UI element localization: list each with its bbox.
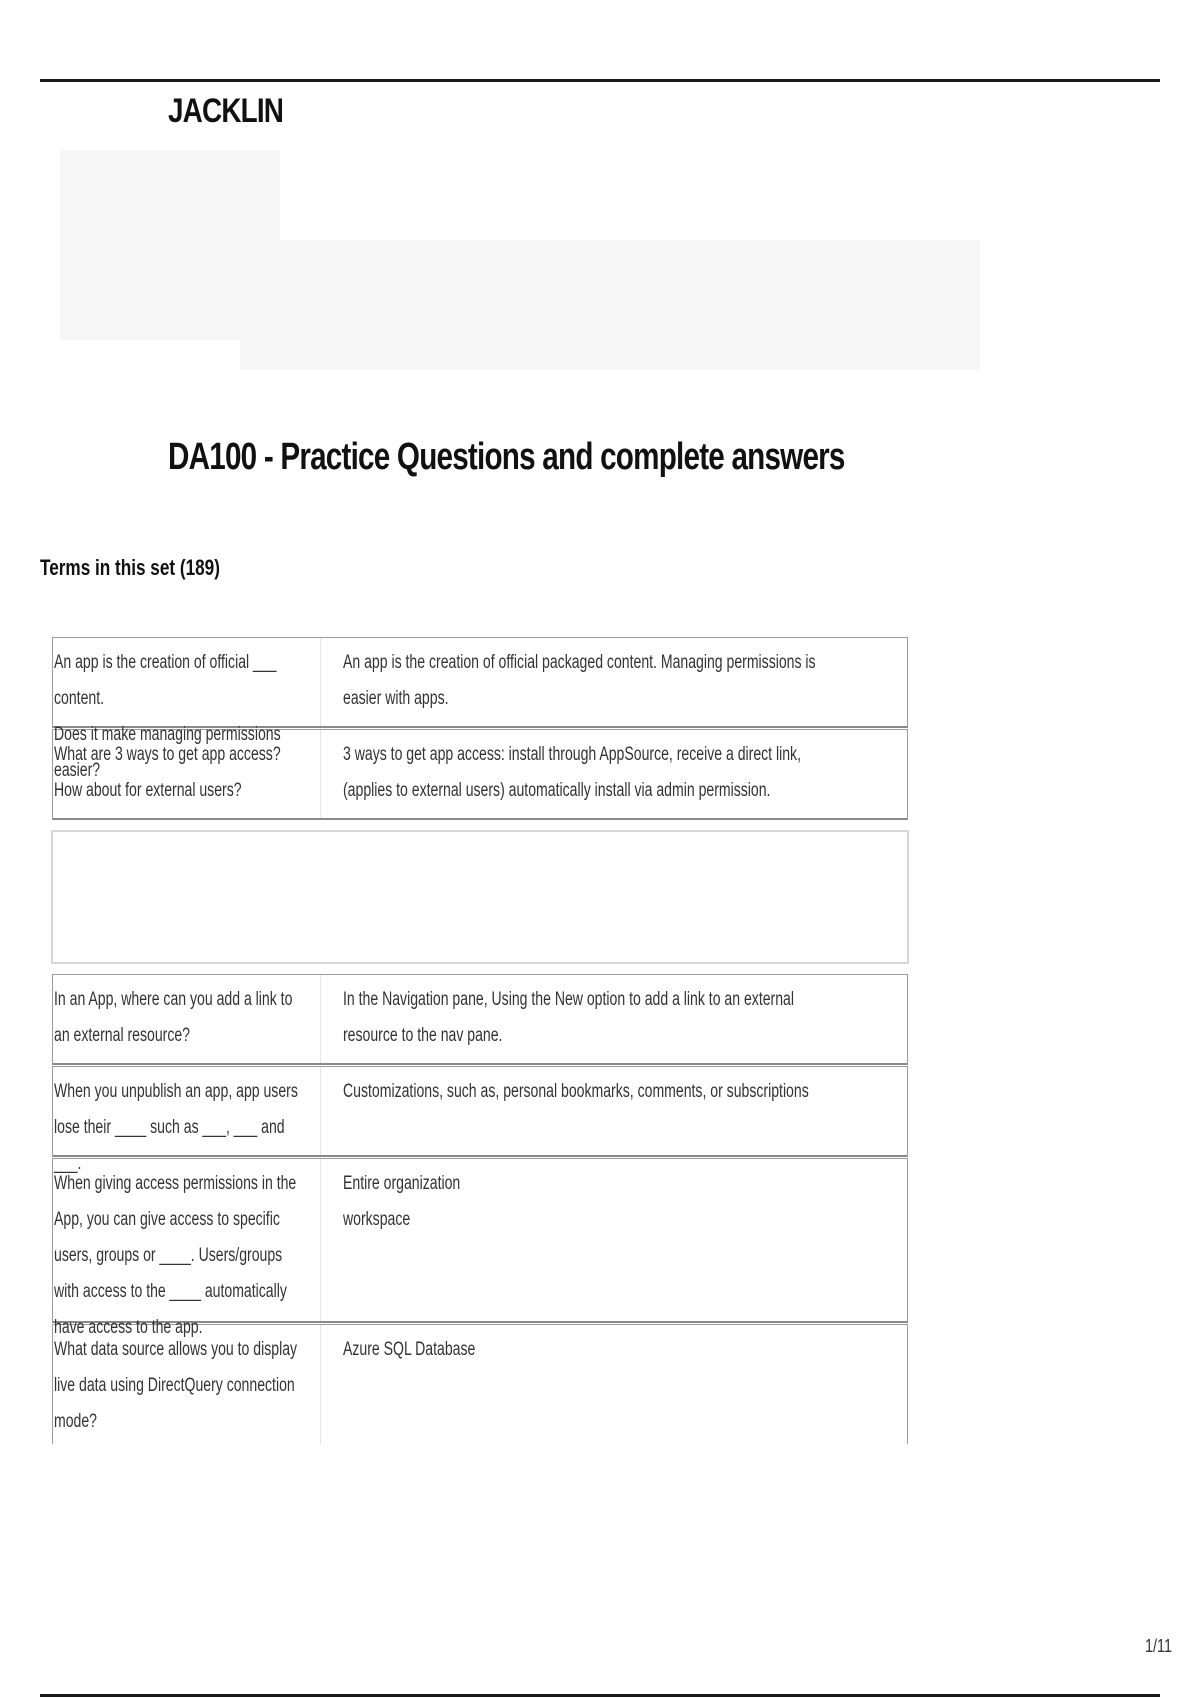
document-title: DA100 - Practice Questions and complete answers <box>168 436 845 478</box>
terms-heading: Terms in this set (189) <box>40 555 220 580</box>
card-definition <box>321 975 907 1063</box>
author-name: JACKLIN <box>168 92 284 130</box>
term-text: In an App, where can you add a link to an external resource? <box>54 989 293 1046</box>
watermark-shadow-band <box>240 240 980 370</box>
card-definition <box>321 730 907 818</box>
card-term <box>53 1159 321 1338</box>
page-number: 1/11 <box>1145 1636 1172 1656</box>
card-definition <box>321 1325 907 1444</box>
card-term <box>53 730 321 818</box>
flashcard <box>52 974 908 1065</box>
card-definition <box>321 638 907 726</box>
flashcard <box>52 1158 908 1338</box>
card-term <box>53 975 321 1063</box>
bottom-rule <box>40 1694 1160 1697</box>
definition-text: Azure SQL Database <box>343 1339 476 1360</box>
flashcard <box>52 1066 908 1174</box>
card-term <box>53 1325 321 1444</box>
term-text: What data source allows you to display live data using DirectQuery connection mode? <box>54 1339 298 1432</box>
definition-text: An app is the creation of official packaged content. Managing permissions is easier with apps. <box>343 652 816 709</box>
empty-card-placeholder <box>51 830 909 964</box>
card-definition <box>321 1159 907 1321</box>
card-definition <box>321 1067 907 1155</box>
term-text: When you unpublish an app, app users lose their ____ such as ___, ___ and ___. <box>54 1081 298 1174</box>
definition-text: Entire organization workspace <box>343 1173 461 1230</box>
flashcard <box>52 729 908 820</box>
definition-text: Customizations, such as, personal bookmarks, comments, or subscriptions <box>343 1081 809 1102</box>
term-text: What are 3 ways to get app access? How about for external users? <box>54 744 281 801</box>
term-text: An app is the creation of official ___ content. Does it make managing permissions easier? <box>54 652 281 781</box>
definition-text: In the Navigation pane, Using the New option to add a link to an external resource to the nav pane. <box>343 989 794 1046</box>
term-text: When giving access permissions in the App, you can give access to specific users, groups or ____. Users/groups with access to the ____ automatically have access to the app. <box>54 1173 297 1338</box>
flashcard <box>52 1324 908 1444</box>
top-rule <box>40 79 1160 82</box>
flashcard-list <box>52 637 908 1432</box>
card-term <box>53 1067 321 1174</box>
definition-text: 3 ways to get app access: install through AppSource, receive a direct link, (applies to external users) automatically install via admin permission. <box>343 744 801 801</box>
